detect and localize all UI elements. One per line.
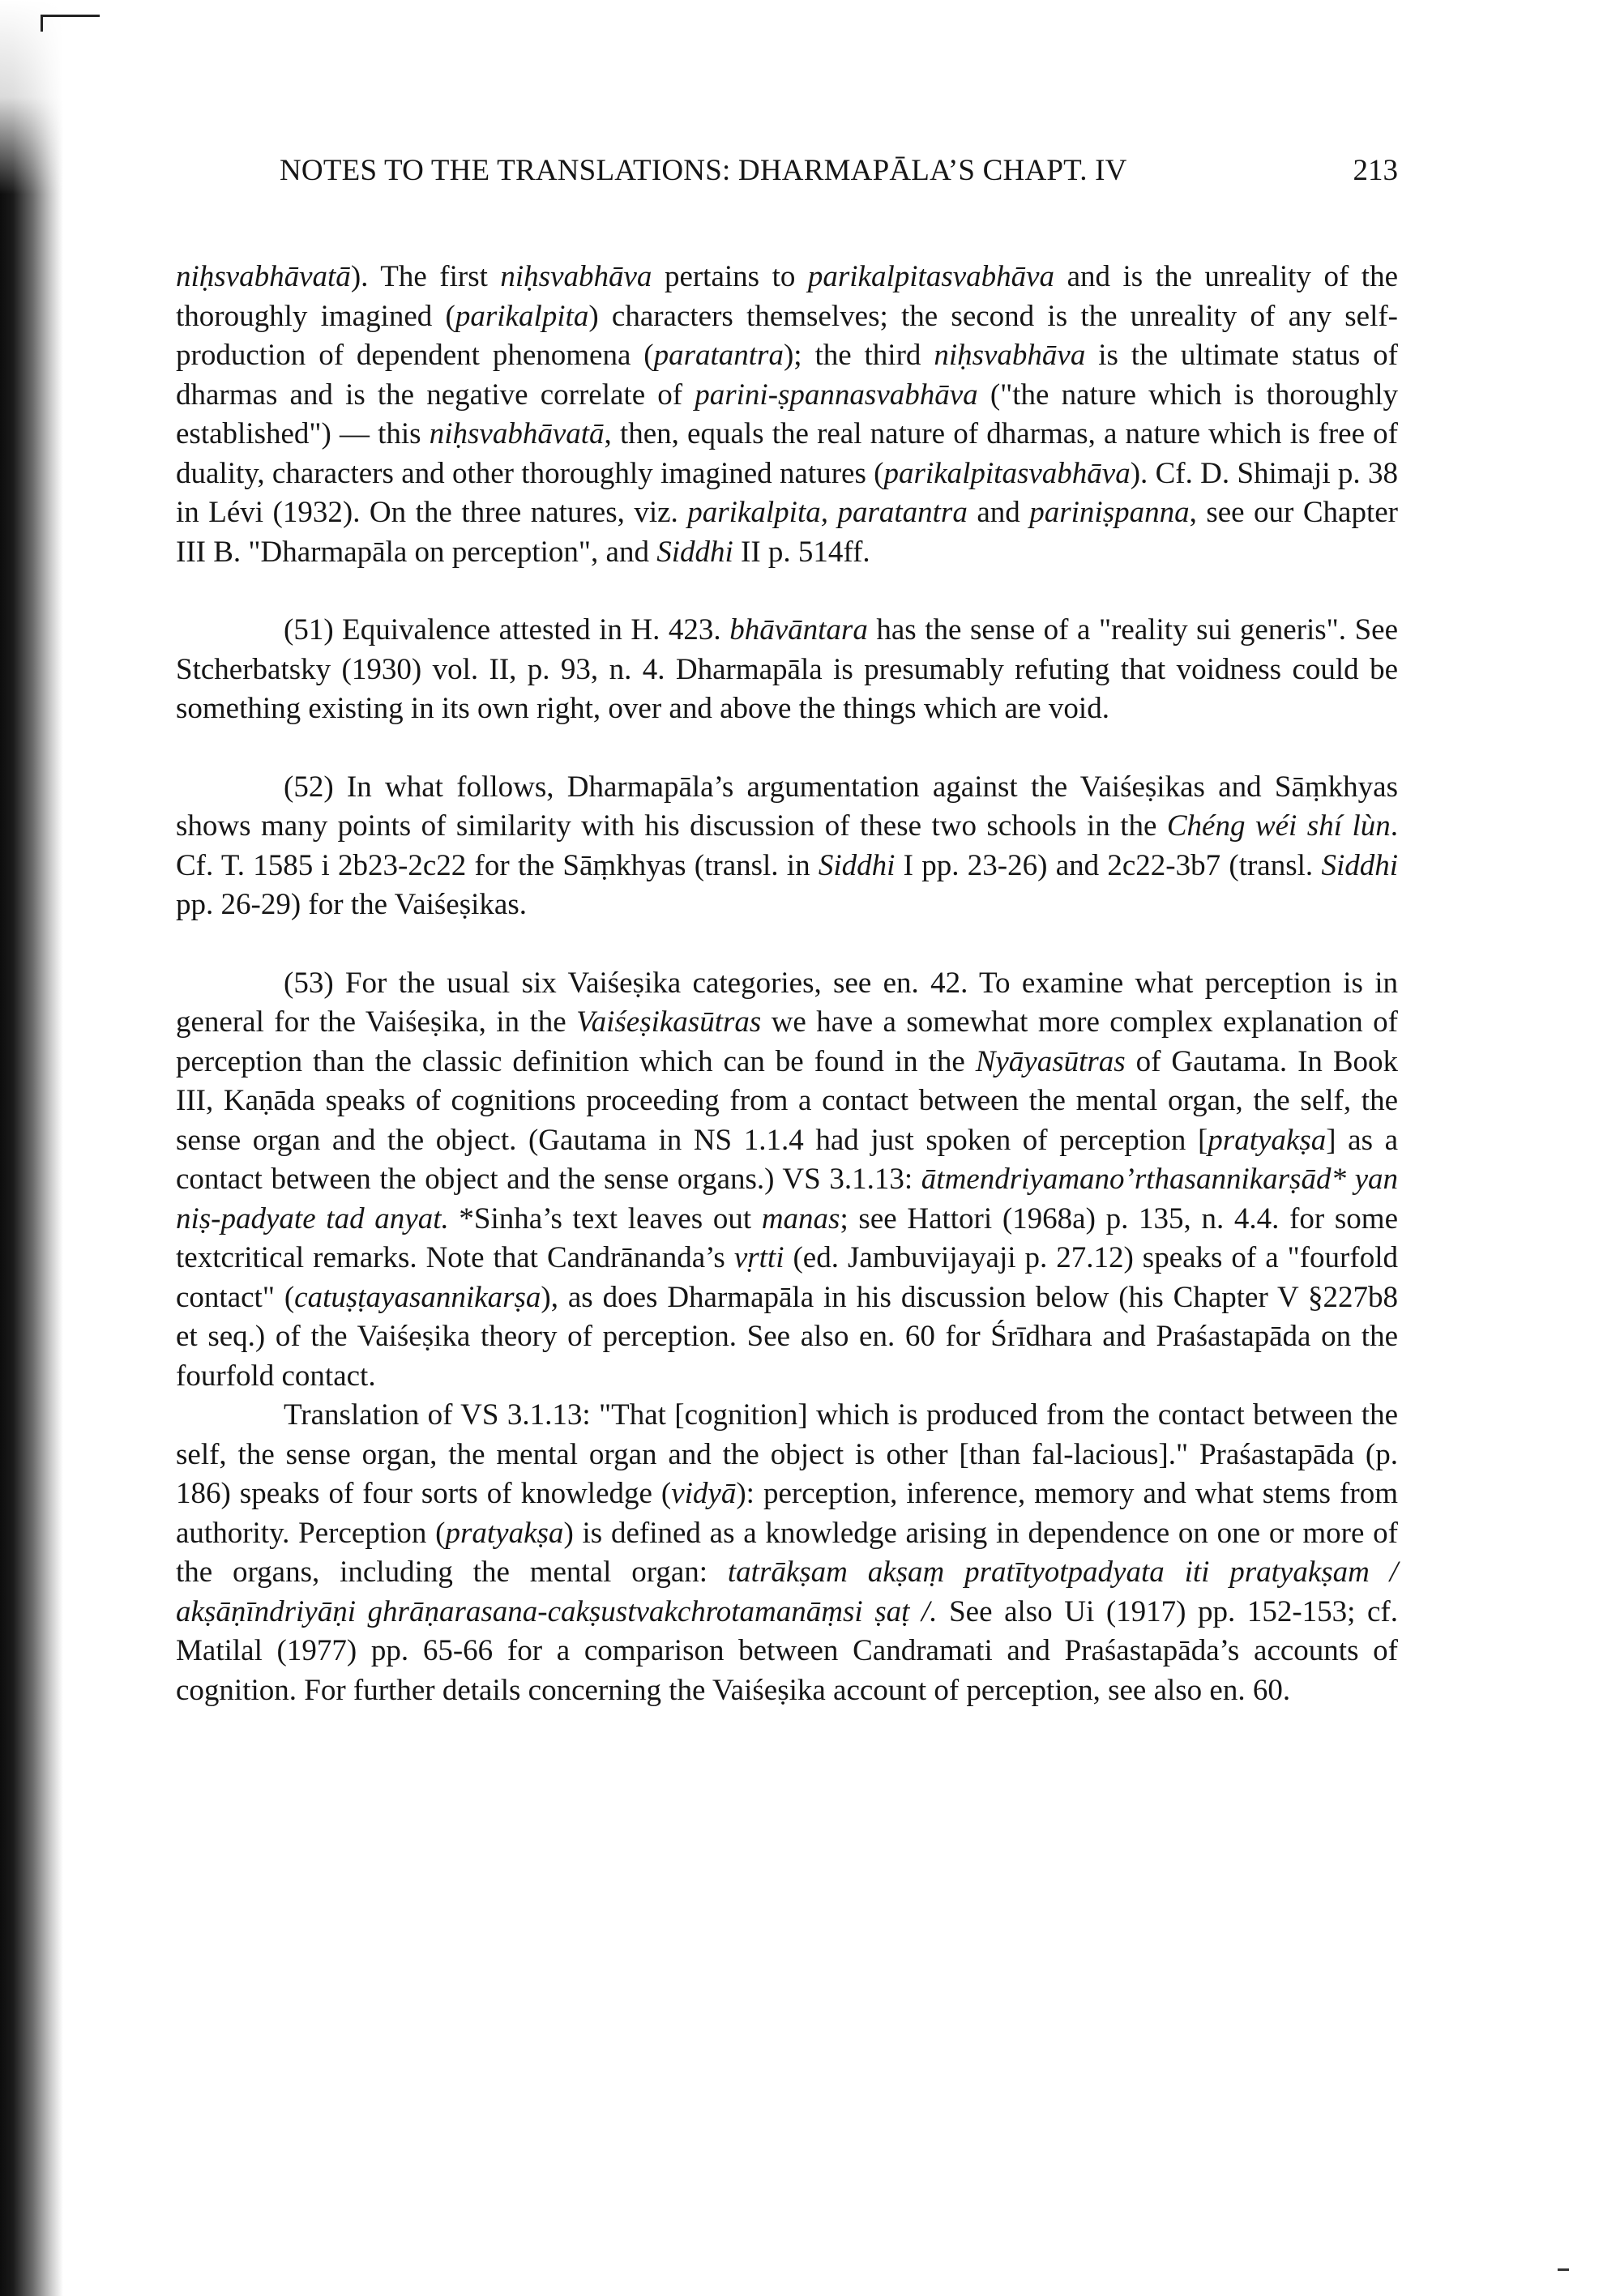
text-run: ) characters themselves; the second is the unreality of any self-production of dependent phenomena (	[176, 299, 1398, 372]
italic-term: parikalpitasvabhāva	[807, 260, 1055, 293]
text-run: pp. 26-29) for the Vaiśeṣikas.	[176, 888, 527, 921]
italic-term: parikalpita, paratantra	[687, 496, 968, 529]
running-title: NOTES TO THE TRANSLATIONS: DHARMAPĀLA’S CHAPT. IV	[280, 154, 1127, 187]
text-run: (53) For the usual six Vaiśeṣika categories, see en. 42. To examine what perception is in general for the Vaiśeṣika, in the	[176, 966, 1398, 1039]
text-run: and	[967, 496, 1030, 529]
italic-term: catuṣṭayasannikarṣa	[294, 1280, 541, 1314]
text-run: (ed. Jambuvijayaji p. 27.12) speaks of a "fourfold contact" (	[176, 1241, 1398, 1314]
text-run: and is the unreality of the thoroughly imagined (	[176, 260, 1398, 333]
text-run: has the sense of a "reality sui generis". See Stcherbatsky (1930) vol. II, p. 93, n. 4. Dharmapāla is presumably refuting that voidness could be something existing in its own right, over and above the things which are void.	[176, 613, 1398, 725]
italic-term: tatrākṣam akṣaṃ pratītyotpadyata iti pratyakṣam / akṣāṇīndriyāṇi ghrāṇarasana-cakṣustvakchrotamanāṃsi ṣaṭ /.	[176, 1556, 1398, 1628]
note-paragraph-note-53-cont	[176, 1396, 1398, 1710]
italic-term: Vaiśeṣikasūtras	[576, 1005, 762, 1039]
italic-term: vṛtti	[733, 1241, 784, 1274]
note-paragraph-note-51	[176, 611, 1398, 729]
text-run: II p. 514ff.	[733, 535, 870, 569]
italic-term: paratantra	[653, 339, 784, 372]
text-run: See also Ui (1917) pp. 152-153; cf. Matilal (1977) pp. 65-66 for a comparison between Candramati and Praśastapāda’s accounts of cognition. For further details concerning the Vaiśeṣika account of perception, see also en. 60.	[176, 1594, 1399, 1707]
italic-term: pratyakṣa	[445, 1516, 564, 1550]
notes-body	[176, 258, 1398, 1710]
text-run: , then, equals the real nature of dharmas, a nature which is free of duality, characters and other thoroughly imagined natures (	[176, 417, 1398, 490]
italic-term: parikalpitasvabhāva	[883, 456, 1131, 490]
text-run: is the ultimate status of dharmas and is the negative correlate of	[176, 339, 1399, 412]
page-header	[280, 151, 1398, 191]
italic-term: niḥsvabhāvatā	[176, 260, 351, 293]
italic-term: parikalpita	[455, 299, 589, 333]
italic-term: niḥsvabhāvatā	[429, 417, 605, 450]
italic-term: vidyā	[671, 1477, 737, 1510]
text-run: we have a somewhat more complex explanation of perception than the classic definition which can be found in the	[176, 1005, 1398, 1078]
crop-mark	[41, 15, 100, 32]
italic-term: Siddhi	[818, 848, 896, 882]
italic-term: parini-ṣpannasvabhāva	[695, 378, 978, 412]
text-run: (51) Equivalence attested in H. 423.	[284, 613, 730, 647]
page-number: 213	[1353, 154, 1398, 187]
text-run: , see our Chapter III B. "Dharmapāla on perception", and	[176, 496, 1398, 569]
text-run: Translation of VS 3.1.13: "That [cognition] which is produced from the contact between the self, the sense organ, the mental organ and the object is other [than fal-lacious]." Praśastapāda (p. 186) speaks of four sorts of knowledge (	[176, 1398, 1398, 1510]
text-run: (52) In what follows, Dharmapāla’s argumentation against the Vaiśeṣikas and Sāṃkhyas shows many points of similarity with his discussion of these two schools in the	[176, 770, 1398, 843]
italic-term: Nyāyasūtras	[975, 1044, 1126, 1078]
italic-term: pratyakṣa	[1208, 1123, 1327, 1157]
italic-term: niḥsvabhāva	[934, 339, 1086, 372]
text-run: ), as does Dharmapāla in his discussion below (his Chapter V §227b8 et seq.) of the Vaiśeṣika theory of perception. See also en. 60 for Śrīdhara and Praśastapāda on the fourfold contact.	[176, 1280, 1398, 1393]
text-run: *Sinha’s text leaves out	[448, 1201, 762, 1235]
text-run: ): perception, inference, memory and what stems from authority. Perception (	[176, 1477, 1398, 1550]
italic-term: bhāvāntara	[729, 613, 868, 647]
text-run: ). The first	[350, 260, 501, 293]
scan-mark	[1558, 2268, 1569, 2271]
italic-term: ātmendriyamano’rthasannikarṣād* yan niṣ-padyate tad anyat.	[176, 1163, 1398, 1235]
note-paragraph-note-52	[176, 768, 1398, 925]
text-run: ; see Hattori (1968a) p. 135, n. 4.4. for some textcritical remarks. Note that Candrānanda’s	[176, 1201, 1398, 1274]
text-run: ); the third	[783, 339, 934, 372]
text-run: . Cf. T. 1585 i 2b23-2c22 for the Sāṃkhyas (transl. in	[176, 809, 1398, 882]
text-run: ("the nature which is thoroughly established") — this	[176, 378, 1398, 450]
italic-term: niḥsvabhāva	[500, 260, 652, 293]
text-run: ) is defined as a knowledge arising in dependence on one or more of the organs, including the mental organ:	[176, 1516, 1398, 1589]
text-run: ). Cf. D. Shimaji p. 38 in Lévi (1932). On the three natures, viz.	[176, 456, 1398, 529]
note-paragraph-note-53	[176, 964, 1398, 1397]
italic-term: Siddhi	[656, 535, 733, 569]
text-run: pertains to	[652, 260, 808, 293]
italic-term: manas	[761, 1201, 840, 1235]
binding-edge-shadow	[0, 0, 63, 2296]
italic-term: Chéng wéi shí lùn	[1166, 809, 1391, 843]
note-paragraph-p-intro	[176, 258, 1398, 572]
text-run: of Gautama. In Book III, Kaṇāda speaks of cognitions proceeding from a contact between the mental organ, the self, the sense organ and the object. (Gautama in NS 1.1.4 had just spoken of perception [	[176, 1044, 1398, 1157]
text-run: I pp. 23-26) and 2c22-3b7 (transl.	[895, 848, 1322, 882]
text-run: ] as a contact between the object and the sense organs.) VS 3.1.13:	[176, 1123, 1398, 1196]
italic-term: pariniṣpanna	[1029, 496, 1190, 529]
italic-term: Siddhi	[1321, 848, 1398, 882]
